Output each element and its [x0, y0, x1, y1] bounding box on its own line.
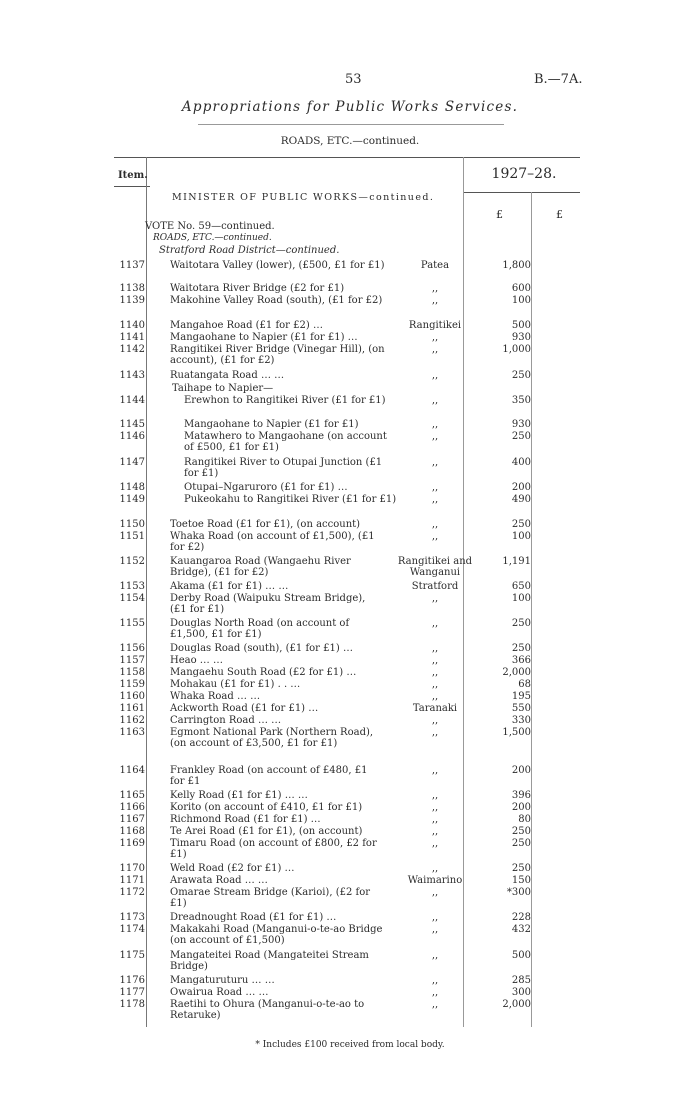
- item-number: 1144: [119, 395, 145, 406]
- item-description: Mangateitei Road (Mangateitei Stream Bridge): [170, 950, 369, 972]
- item-amount: 350: [511, 395, 531, 406]
- electoral-district: ,,: [431, 887, 439, 898]
- item-amount: 100: [511, 531, 531, 542]
- electoral-district: ,,: [431, 531, 439, 542]
- item-description: Te Arei Road (£1 for £1), (on account): [170, 826, 363, 837]
- item-description: Mangahoe Road (£1 for £2) …: [170, 320, 323, 331]
- electoral-district: ,,: [431, 999, 439, 1010]
- vote-heading: VOTE No. 59—continued.: [145, 221, 275, 232]
- item-amount: 300: [511, 987, 531, 998]
- item-amount: 1,000: [502, 344, 531, 355]
- item-description: Mangaehu South Road (£2 for £1) …: [170, 667, 357, 678]
- year-column-header: 1927–28.: [491, 166, 557, 182]
- footnote: * Includes £100 received from local body.: [255, 1040, 445, 1050]
- item-amount: 330: [511, 715, 531, 726]
- item-amount: *300: [506, 887, 531, 898]
- electoral-district: ,,: [431, 283, 439, 294]
- item-description: Kauangaroa Road (Wangaehu River Bridge), (£1 for £2): [170, 556, 351, 578]
- item-number: 1169: [119, 838, 145, 849]
- item-amount: 432: [511, 924, 531, 935]
- item-number: 1176: [119, 975, 145, 986]
- item-description: Dreadnought Road (£1 for £1) …: [170, 912, 337, 923]
- item-description: Timaru Road (on account of £800, £2 for £1): [170, 838, 377, 860]
- electoral-district: ,,: [431, 975, 439, 986]
- item-description: Akama (£1 for £1) … …: [170, 581, 289, 592]
- currency-symbol: £: [556, 208, 563, 221]
- item-number: 1172: [119, 887, 145, 898]
- item-description: Mangaohane to Napier (£1 for £1) …: [170, 332, 358, 343]
- item-number: 1160: [119, 691, 145, 702]
- item-amount: 195: [511, 691, 531, 702]
- item-amount: 228: [511, 912, 531, 923]
- item-amount: 200: [511, 802, 531, 813]
- item-amount: 250: [511, 826, 531, 837]
- electoral-district: Patea: [420, 260, 450, 271]
- item-description: Waitotara River Bridge (£2 for £1): [170, 283, 345, 294]
- electoral-district: ,,: [431, 494, 439, 505]
- item-number: 1146: [119, 431, 145, 442]
- page-title: Appropriations for Public Works Services.: [181, 99, 519, 115]
- item-number: 1158: [119, 667, 145, 678]
- item-description: Omarae Stream Bridge (Karioi), (£2 for £1): [170, 887, 370, 909]
- item-amount: 250: [511, 863, 531, 874]
- document-reference: B.—7A.: [534, 72, 583, 87]
- electoral-district: ,,: [431, 715, 439, 726]
- district-heading: Stratford Road District—continued.: [159, 245, 340, 256]
- electoral-district: ,,: [431, 618, 439, 629]
- item-number: 1178: [119, 999, 145, 1010]
- electoral-district: ,,: [431, 593, 439, 604]
- electoral-district: ,,: [431, 431, 439, 442]
- item-description: Weld Road (£2 for £1) …: [170, 863, 295, 874]
- item-number: 1153: [119, 581, 145, 592]
- item-number: 1166: [119, 802, 145, 813]
- item-amount: 250: [511, 838, 531, 849]
- item-description: Makohine Valley Road (south), (£1 for £2): [170, 295, 383, 306]
- electoral-district: ,,: [431, 838, 439, 849]
- item-description: Makakahi Road (Manganui-o-te-ao Bridge (on account of £1,500): [170, 924, 383, 946]
- item-number: 1154: [119, 593, 145, 604]
- item-number: 1174: [119, 924, 145, 935]
- title-rule: [198, 124, 504, 125]
- item-number: 1171: [119, 875, 145, 886]
- item-amount: 100: [511, 593, 531, 604]
- item-number: 1161: [119, 703, 145, 714]
- item-number: 1177: [119, 987, 145, 998]
- item-amount: 600: [511, 283, 531, 294]
- electoral-district: ,,: [431, 691, 439, 702]
- electoral-district: ,,: [431, 727, 439, 738]
- item-amount: 150: [511, 875, 531, 886]
- electoral-district: ,,: [431, 655, 439, 666]
- item-number: 1150: [119, 519, 145, 530]
- item-description: Taihape to Napier—: [172, 383, 274, 394]
- electoral-district: ,,: [431, 987, 439, 998]
- electoral-district: ,,: [431, 950, 439, 961]
- electoral-district: ,,: [431, 332, 439, 343]
- item-description: Toetoe Road (£1 for £1), (on account): [170, 519, 361, 530]
- item-amount: 1,500: [502, 727, 531, 738]
- item-description: Rangitikei River to Otupai Junction (£1 for £1): [184, 457, 383, 479]
- item-number: 1170: [119, 863, 145, 874]
- item-amount: 250: [511, 370, 531, 381]
- electoral-district: ,,: [431, 419, 439, 430]
- table-top-rule: [114, 157, 580, 158]
- item-number: 1156: [119, 643, 145, 654]
- item-number: 1167: [119, 814, 145, 825]
- item-amount: 400: [511, 457, 531, 468]
- item-amount: 396: [511, 790, 531, 801]
- electoral-district: ,,: [431, 519, 439, 530]
- electoral-district: ,,: [431, 344, 439, 355]
- item-description: Ackworth Road (£1 for £1) …: [170, 703, 319, 714]
- item-description: Otupai–Ngaruroro (£1 for £1) …: [184, 482, 348, 493]
- item-amount: 366: [511, 655, 531, 666]
- item-amount: 930: [511, 332, 531, 343]
- electoral-district: ,,: [431, 912, 439, 923]
- electoral-district: Rangitikei: [408, 320, 462, 331]
- item-number: 1142: [119, 344, 145, 355]
- electoral-district: Rangitikei and Wanganui: [397, 556, 473, 578]
- item-number: 1152: [119, 556, 145, 567]
- item-number: 1143: [119, 370, 145, 381]
- item-description: Mangaturuturu … …: [170, 975, 275, 986]
- electoral-district: Waimarino: [407, 875, 463, 886]
- item-number: 1139: [119, 295, 145, 306]
- item-description: Erewhon to Rangitikei River (£1 for £1): [184, 395, 386, 406]
- electoral-district: ,,: [431, 765, 439, 776]
- item-description: Pukeokahu to Rangitikei River (£1 for £1): [184, 494, 397, 505]
- electoral-district: ,,: [431, 482, 439, 493]
- electoral-district: ,,: [431, 457, 439, 468]
- item-column-divider: [146, 157, 147, 1027]
- electoral-district: ,,: [431, 643, 439, 654]
- item-description: Arawata Road … …: [170, 875, 268, 886]
- item-description: Mangaohane to Napier (£1 for £1): [184, 419, 359, 430]
- header-rule: [114, 186, 150, 187]
- item-description: Frankley Road (on account of £480, £1 for £1: [170, 765, 368, 787]
- item-number: 1148: [119, 482, 145, 493]
- ministry-heading: MINISTER OF PUBLIC WORKS—continued.: [172, 192, 435, 203]
- item-number: 1147: [119, 457, 145, 468]
- item-column-header: Item.: [118, 170, 148, 181]
- section-subtitle: ROADS, ETC.—continued.: [280, 135, 420, 147]
- electoral-district: ,,: [431, 370, 439, 381]
- item-number: 1157: [119, 655, 145, 666]
- item-description: Egmont National Park (Northern Road), (on account of £3,500, £1 for £1): [170, 727, 374, 749]
- item-number: 1140: [119, 320, 145, 331]
- item-number: 1149: [119, 494, 145, 505]
- page-number: 53: [345, 72, 362, 87]
- electoral-district: ,,: [431, 863, 439, 874]
- item-description: Korito (on account of £410, £1 for £1): [170, 802, 363, 813]
- item-number: 1164: [119, 765, 145, 776]
- item-amount: 250: [511, 519, 531, 530]
- electoral-district: ,,: [431, 295, 439, 306]
- item-number: 1163: [119, 727, 145, 738]
- item-number: 1151: [119, 531, 145, 542]
- year-header-rule: [463, 192, 580, 193]
- item-number: 1138: [119, 283, 145, 294]
- electoral-district: ,,: [431, 790, 439, 801]
- item-number: 1159: [119, 679, 145, 690]
- item-number: 1162: [119, 715, 145, 726]
- item-description: Ruatangata Road … …: [170, 370, 285, 381]
- item-amount: 285: [511, 975, 531, 986]
- item-amount: 2,000: [502, 999, 531, 1010]
- item-amount: 2,000: [502, 667, 531, 678]
- item-number: 1175: [119, 950, 145, 961]
- electoral-district: Taranaki: [412, 703, 458, 714]
- item-amount: 200: [511, 482, 531, 493]
- electoral-district: Stratford: [411, 581, 459, 592]
- item-description: Kelly Road (£1 for £1) … …: [170, 790, 308, 801]
- electoral-district: ,,: [431, 679, 439, 690]
- electoral-district: ,,: [431, 814, 439, 825]
- item-description: Richmond Road (£1 for £1) …: [170, 814, 321, 825]
- item-description: Douglas North Road (on account of £1,500, £1 for £1): [170, 618, 350, 640]
- item-amount: 500: [511, 950, 531, 961]
- item-amount: 930: [511, 419, 531, 430]
- item-amount: 1,191: [502, 556, 531, 567]
- item-number: 1145: [119, 419, 145, 430]
- item-description: Whaka Road (on account of £1,500), (£1 for £2): [170, 531, 375, 553]
- item-number: 1141: [119, 332, 145, 343]
- electoral-district: ,,: [431, 667, 439, 678]
- item-description: Waitotara Valley (lower), (£500, £1 for £1): [170, 260, 385, 271]
- section-heading: ROADS, ETC.—continued.: [153, 233, 272, 243]
- item-amount: 250: [511, 643, 531, 654]
- item-description: Whaka Road … …: [170, 691, 261, 702]
- item-description: Douglas Road (south), (£1 for £1) …: [170, 643, 353, 654]
- item-number: 1155: [119, 618, 145, 629]
- item-amount: 250: [511, 618, 531, 629]
- electoral-district: ,,: [431, 802, 439, 813]
- item-amount: 250: [511, 431, 531, 442]
- item-description: Heao … …: [170, 655, 223, 666]
- amount-column-divider: [531, 192, 532, 1027]
- item-amount: 1,800: [502, 260, 531, 271]
- item-amount: 490: [511, 494, 531, 505]
- item-number: 1137: [119, 260, 145, 271]
- currency-symbol: £: [496, 208, 503, 221]
- electoral-district: ,,: [431, 924, 439, 935]
- item-amount: 550: [511, 703, 531, 714]
- item-description: Derby Road (Waipuku Stream Bridge), (£1 for £1): [170, 593, 366, 615]
- item-description: Owairua Road … …: [170, 987, 269, 998]
- item-amount: 650: [511, 581, 531, 592]
- electoral-district: ,,: [431, 395, 439, 406]
- item-number: 1165: [119, 790, 145, 801]
- item-description: Rangitikei River Bridge (Vinegar Hill), (on account), (£1 for £2): [170, 344, 385, 366]
- item-number: 1173: [119, 912, 145, 923]
- item-amount: 200: [511, 765, 531, 776]
- item-description: Matawhero to Mangaohane (on account of £500, £1 for £1): [184, 431, 387, 453]
- item-description: Raetihi to Ohura (Manganui-o-te-ao to Retaruke): [170, 999, 365, 1021]
- item-amount: 80: [518, 814, 531, 825]
- item-description: Carrington Road … …: [170, 715, 282, 726]
- item-amount: 100: [511, 295, 531, 306]
- item-description: Mohakau (£1 for £1) . . …: [170, 679, 301, 690]
- item-number: 1168: [119, 826, 145, 837]
- item-amount: 500: [511, 320, 531, 331]
- electoral-district: ,,: [431, 826, 439, 837]
- item-amount: 68: [518, 679, 531, 690]
